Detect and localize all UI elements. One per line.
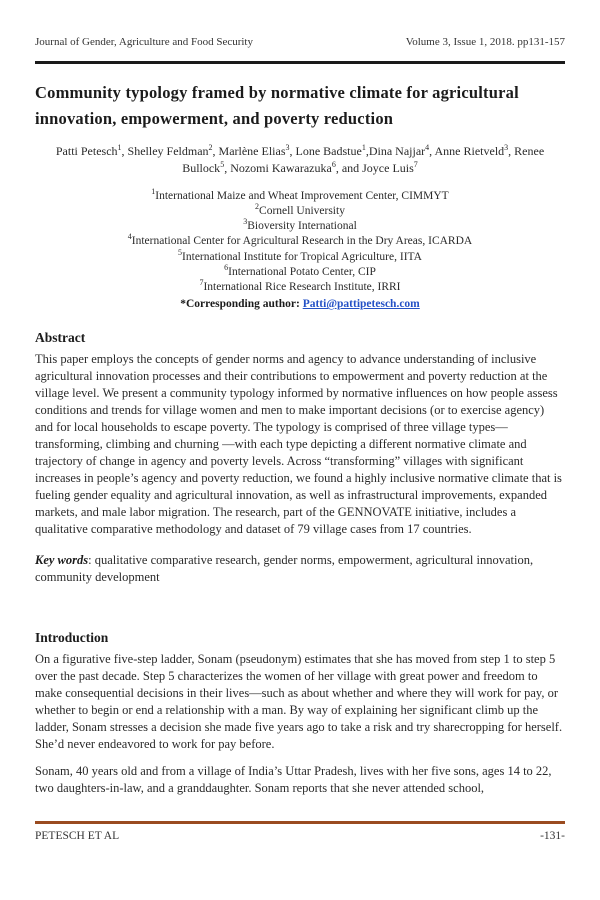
author-separator: , (224, 160, 231, 175)
author-separator: , (289, 144, 296, 159)
author-affiliation-superscript: 5 (220, 159, 225, 169)
author-separator: , (121, 144, 128, 159)
running-head: PETESCH ET AL (35, 830, 120, 842)
author-name: Lone Badstue (295, 144, 362, 159)
author-list (35, 143, 565, 177)
affiliation-list (35, 186, 565, 295)
corresponding-email-link[interactable]: Patti@pattipetesch.com (302, 298, 420, 311)
affiliation-line (35, 247, 565, 265)
author-affiliation-superscript: 3 (285, 143, 290, 153)
intro-paragraph-2: Sonam, 40 years old and from a village of India’s Uttar Pradesh, lives with her five sons, ages 14 to 22, two daughters-in-law, and a granddaughter. Sonam reports that she never attended school, (35, 764, 552, 796)
introduction-heading: Introduction (35, 630, 109, 646)
journal-name: Journal of Gender, Agriculture and Food Security (35, 36, 253, 48)
author-separator: , and (335, 160, 363, 175)
author-name: Nozomi Kawarazuka (230, 160, 332, 175)
affiliation-text: International Institute for Tropical Agriculture, IITA (182, 250, 422, 263)
keywords-text: : qualitative comparative research, gender norms, empowerment, agricultural innovation, community development (35, 553, 534, 585)
affiliation-text: International Maize and Wheat Improvement Center, CIMMYT (155, 189, 449, 202)
header-rule (35, 61, 565, 64)
author-separator: , (365, 144, 369, 159)
page-number: -131- (540, 830, 565, 842)
author-name: Patti Petesch (55, 144, 118, 159)
author-name: Anne Rietveld (434, 144, 505, 159)
author-affiliation-superscript: 6 (331, 159, 336, 169)
affiliation-text: International Rice Research Institute, IRRI (203, 280, 401, 293)
author-affiliation-superscript: 1 (117, 143, 122, 153)
footer-rule (35, 821, 565, 824)
volume-issue-pages: Volume 3, Issue 1, 2018. pp131-157 (405, 36, 565, 48)
abstract-text: This paper employs the concepts of gender norms and agency to advance understanding of inclusive agricultural innovation processes and their contributions to empowerment and poverty reduction at the village level. We present a community typology informed by normative influences on how people assess conditions and trends for village women and men to make important decisions (or to exercise agency) and for local households to escape poverty. The typology is comprised of three village types—transforming, climbing and churning —with each type depicting a different normative climate and trajectory of change in agency and poverty levels. Across “transforming” villages with significant increases in people’s agency and poverty reduction, we found a highly inclusive normative climate that is fueling gender equality and agricultural innovation, as well as infrastructural improvements, expanded markets, and male labor migration. The research, part of the GENNOVATE initiative, includes a qualitative comparative methodology and dataset of 79 village cases from 17 countries. (35, 352, 562, 537)
page-footer (35, 821, 565, 842)
author-affiliation-superscript: 1 (361, 143, 366, 153)
author-separator: , (429, 144, 435, 159)
affiliation-text: International Center for Agricultural Research in the Dry Areas, ICARDA (131, 235, 473, 248)
author-affiliation-superscript: 7 (413, 159, 418, 169)
article-title: Community typology framed by normative climate for agricultural innovation, empowerment, and poverty reduction (35, 83, 519, 128)
corresponding-author-line (35, 297, 565, 312)
corresponding-author-label: *Corresponding author: (180, 298, 303, 311)
affiliation-line (35, 280, 565, 295)
affiliation-text: Bioversity International (247, 220, 357, 233)
affiliation-text: Cornell University (259, 204, 345, 217)
abstract-heading: Abstract (35, 330, 86, 346)
intro-paragraph-1: On a figurative five-step ladder, Sonam (pseudonym) estimates that she has moved from step 1 to step 5 over the past decade. Step 5 characterizes the women of her village with great power and freedom to make consequential decisions in their lives—such as about whether and where they will work for pay, or whether to begin or end a relationship with a man. By way of explaining her significant climb up the ladder, Sonam stresses a decision she made five years ago to take a risk and try sharecropping for herself. She’d never endeavored to work for pay before. (35, 652, 563, 752)
author-name: Marlène Elias (218, 144, 286, 159)
author-affiliation-superscript: 3 (504, 143, 509, 153)
author-affiliation-superscript: 2 (208, 143, 213, 153)
keywords-line (35, 552, 565, 586)
affiliation-text: International Potato Center, CIP (228, 265, 376, 278)
affiliation-number-superscript: 6 (224, 262, 229, 272)
page-header (35, 36, 565, 48)
author-name: Dina Najjar (368, 144, 426, 159)
affiliation-number-superscript: 5 (178, 247, 183, 257)
affiliation-number-superscript: 3 (243, 217, 248, 227)
author-affiliation-superscript: 4 (425, 143, 430, 153)
affiliation-line (35, 219, 565, 234)
affiliation-number-superscript: 1 (151, 186, 156, 196)
author-name: Shelley Feldman (127, 144, 209, 159)
author-name: Joyce Luis (362, 160, 414, 175)
author-separator: , (212, 144, 219, 159)
author-name: Renee Bullock (182, 144, 545, 175)
affiliation-line (35, 234, 565, 249)
affiliation-number-superscript: 2 (255, 202, 260, 212)
keywords-label: Key words (35, 553, 89, 568)
author-separator: , (508, 144, 515, 159)
affiliation-line (35, 204, 565, 219)
affiliation-number-superscript: 4 (127, 232, 132, 242)
affiliation-line (35, 262, 565, 280)
affiliation-number-superscript: 7 (199, 278, 204, 288)
affiliation-line (35, 186, 565, 204)
footer-row (35, 830, 565, 842)
